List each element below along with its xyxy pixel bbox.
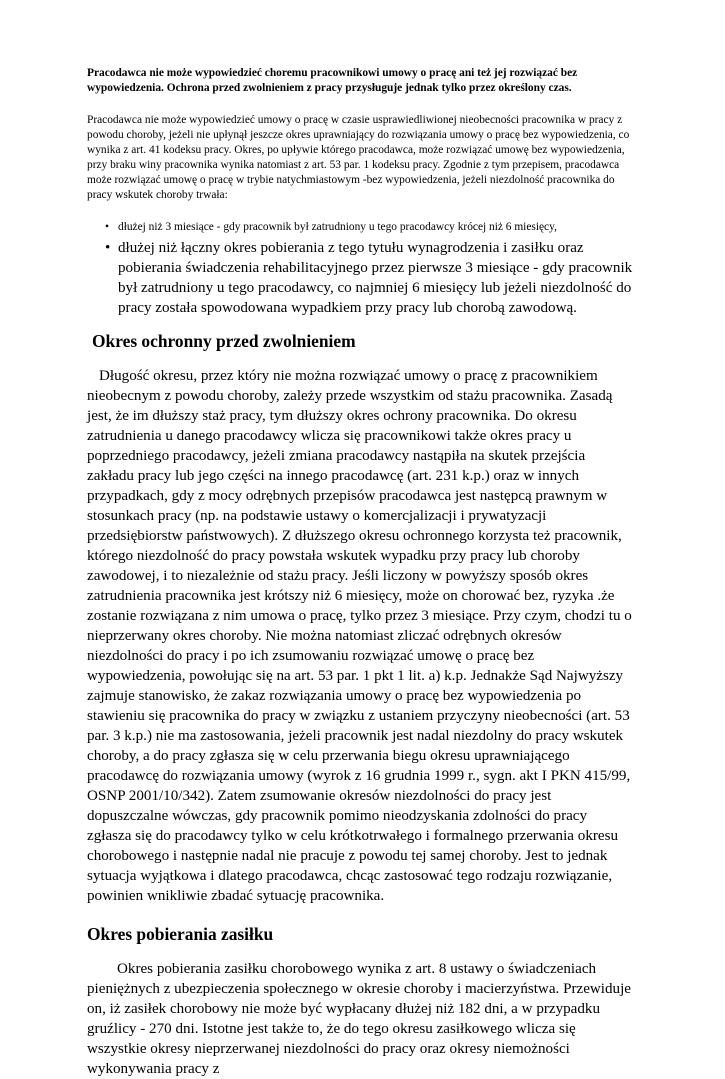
conditions-list	[87, 220, 635, 318]
section-paragraph-benefit: Okres pobierania zasiłku chorobowego wynika z art. 8 ustawy o świadczeniach pieniężnych z ubezpieczenia społecznego w okresie choroby i macierzyństwa. Przewiduje on, iż zasiłek chorobowy nie może być wypłacany dłużej niż 182 dni, a w przypadku gruźlicy - 270 dni. Istotne jest także to, że do tego okresu zasiłkowego wlicza się wszystkie okresy nieprzerwanej niezdolności do pracy oraz okresy niemożności wykonywania pracy z	[87, 961, 631, 1077]
bullet-icon: •	[105, 240, 111, 256]
list-item-text: dłużej niż 3 miesiące - gdy pracownik był zatrudniony u tego pracodawcy krócej niż 6 miesięcy,	[118, 221, 557, 233]
section-heading-benefit: Okres pobierania zasiłku	[87, 924, 274, 944]
section-heading-protection: Okres ochronny przed zwolnieniem	[92, 331, 356, 351]
list-item	[87, 220, 635, 235]
list-item-text: dłużej niż łączny okres pobierania z tego tytułu wynagrodzenia i zasiłku oraz pobierania świadczenia rehabilitacyjnego przez pierwsze 3 miesiące - gdy pracownik był zatrudniony u tego pracodawcy, co najmniej 6 miesięcy lub jeżeli niezdolność do pracy została spowodowana wypadkiem przy pracy lub chorobą zawodową.	[118, 240, 633, 316]
section-paragraph-protection: Długość okresu, przez który nie można rozwiązać umowy o pracę z pracownikiem nieobecnym z powodu choroby, zależy przede wszystkim od stażu pracownika. Zasadą jest, że im dłuższy staż pracy, tym dłuższy okres ochrony pracownika. Do okresu zatrudnienia u danego pracodawcy wlicza się pracownikowi także okres pracy u poprzedniego pracodawcy, jeżeli zmiana pracodawcy nastąpiła na skutek przejścia zakładu pracy lub jego części na innego pracodawcę (art. 231 k.p.) oraz w innych przypadkach, gdy z mocy odrębnych przepisów pracodawca jest następcą prawnym w stosunkach pracy (np. na podstawie ustawy o komercjalizacji i prywatyzacji przedsiębiorstw państwowych). Z dłuższego okresu ochronnego korzysta też pracownik, którego niezdolność do pracy powstała wskutek wypadku przy pracy lub choroby zawodowej, i to niezależnie od stażu pracy. Jeśli liczony w powyższy sposób okres zatrudnienia pracownika jest krótszy niż 6 miesięcy, może on chorować bez, ryzyka .że zostanie rozwiązana z nim umowa o pracę, tylko przez 3 miesiące. Przy czym, chodzi tu o nieprzerwany okres choroby. Nie można natomiast zliczać odrębnych okresów niezdolności do pracy i po ich zsumowaniu rozwiązać umowę o pracę bez wypowiedzenia, powołując się na art. 53 par. 1 pkt 1 lit. a) k.p. Jednakże Sąd Najwyższy zajmuje stanowisko, że zakaz rozwiązania umowy o pracę bez wypowiedzenia po stawieniu się pracownika do pracy w związku z ustaniem przyczyny nieobecności (art. 53 par. 3 k.p.) nie ma zastosowania, jeżeli pracownik jest nadal niezdolny do pracy wskutek choroby, a do pracy zgłasza się w celu przerwania biegu okresu uprawniającego pracodawcę do rozwiązania umowy (wyrok z 16 grudnia 1999 r., sygn. akt I PKN 415/99, OSNP 2001/10/342). Zatem zsumowanie okresów niezdolności do pracy jest dopuszczalne wówczas, gdy pracownik pomimo nieodzyskania zdolności do pracy zgłasza się do pracodawcy tylko w celu krótkotrwałego i formalnego przerwania okresu chorobowego i następnie nadal nie pracuje z powodu tej samej choroby. Jest to jednak sytuacja wyjątkowa i dlatego pracodawca, chcąc zastosować tego rodzaju rozwiązanie, powinien wnikliwie zbadać sytuację pracownika.	[87, 368, 632, 904]
list-item	[87, 238, 635, 318]
document-page	[87, 66, 635, 1079]
bullet-icon: •	[105, 221, 109, 233]
lead-paragraph: Pracodawca nie może wypowiedzieć choremu pracownikowi umowy o pracę ani też jej rozwiązać bez wypowiedzenia. Ochrona przed zwolnieniem z pracy przysługuje jednak tylko przez określony czas.	[87, 67, 578, 94]
intro-paragraph: Pracodawca nie może wypowiedzieć umowy o pracę w czasie usprawiedliwionej nieobecności pracownika w pracy z powodu choroby, jeżeli nie upłynął jeszcze okres uprawniający do rozwiązania umowy o pracę bez wypowiedzenia, co wynika z art. 41 kodeksu pracy. Okres, po upływie którego pracodawca, może rozwiązać umowę bez wypowiedzenia, przy braku winy pracownika wynika natomiast z art. 53 par. 1 kodeksu pracy. Zgodnie z tym przepisem, pracodawca może rozwiązać umowę o pracę w trybie natychmiastowym -bez wypowiedzenia, jeżeli niezdolność pracownika do pracy wskutek choroby trwała:	[87, 114, 630, 201]
